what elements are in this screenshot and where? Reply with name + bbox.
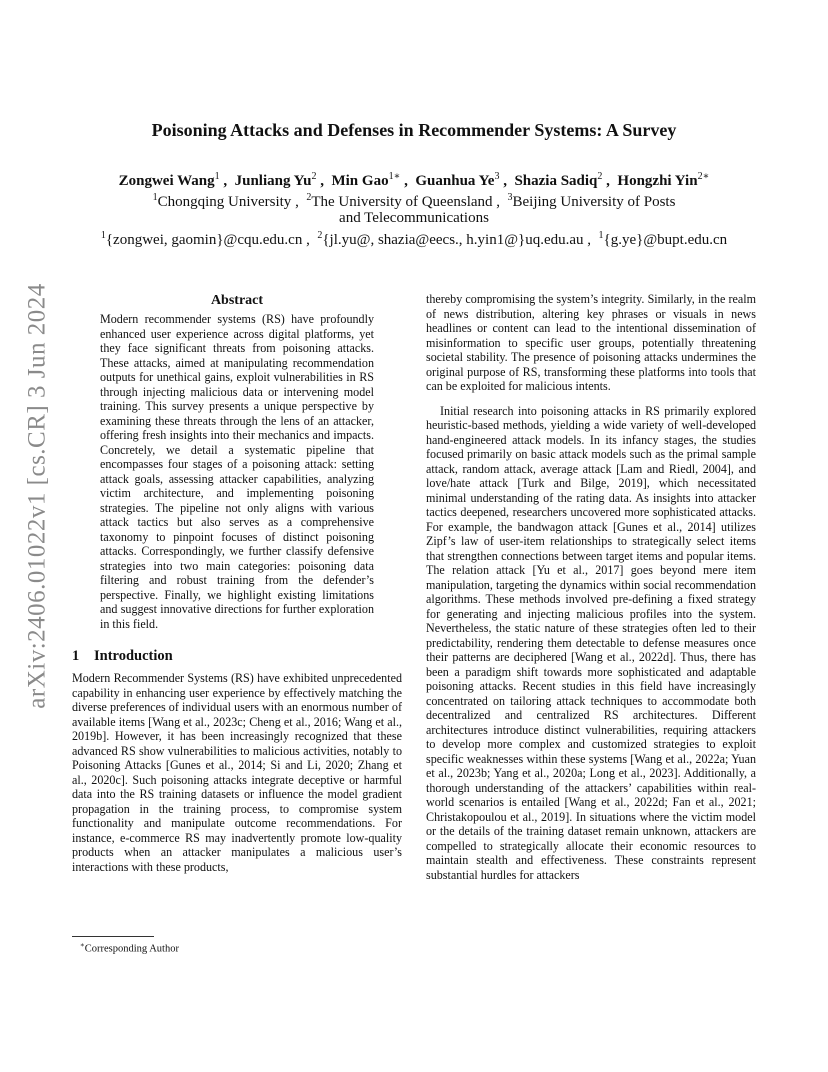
author-affil-mark: 2: [311, 171, 317, 182]
email-mark: 1: [598, 230, 604, 241]
section-heading-introduction: [72, 647, 402, 665]
email-address: {jl.yu@, shazia@eecs., h.yin1@}uq.edu.au: [322, 232, 584, 248]
section-title: Introduction: [94, 648, 173, 664]
affiliation-list: $^1$Chongqing University , $^2$The University of Queensland , $^3$Beijing University of Posts and Telecommunications: [152, 192, 676, 226]
footnote: [80, 939, 179, 956]
author-affil-mark: 2∗: [697, 171, 710, 182]
intro-paragraph: Initial research into poisoning attacks in RS primarily explored heuristic-based methods, yielding a wide variety of well-developed hand-engineered attack models. In its infancy stages, the studies focused primarily on basic attack models such as the primal sample attack, random attack, average attack [Lam and Riedl, 2004], and love/hate attack [Turk and Bilge, 2019], which necessitated minimal understanding of the rating data. As insights into attacker tactics deepened, researchers uncovered more sophisticated attacks. For example, the bandwagon attack [Gunes et al., 2014] utilizes Zipf’s law of user-item relationships to strategically select items that strengthen connections between target items and popular items. The relation attack [Yu et al., 2017] goes beyond mere item manipulation, targeting the dynamics within social recommendation algorithms. These methods involved pre-defining a fixed strategy for generating and injecting malicious profiles into the system. Nevertheless, the static nature of these strategies often led to their predictability, rendering them detectable to defense measures once their patterns are deciphered [Wang et al., 2022d]. Thus, there has been a paradigm shift towards more sophisticated and adaptable poisoning attacks. Recent studies in this field have increasingly concentrated on tailoring attack techniques to accommodate both decentralized and centralized RS architectures. Different architectures introduce distinct vulnerabilities, requiring attackers to develop more complex and customized strategies to exploit specific weaknesses within these systems [Wang et al., 2022a; Yuan et al., 2023b; Yang et al., 2020a; Long et al., 2023]. Additionally, a thorough understanding of the attackers’ capabilities within real-world scenarios is entailed [Wang et al., 2022d; Fan et al., 2021; Christakopoulou et al., 2019]. In situations where the victim model or the details of the training dataset remain unknown, attackers are compelled to strategically allocate their economic resources to maintain stealth and effectiveness. These constraints represent substantial hurdles for attackers: [426, 403, 756, 882]
email-address: {zongwei, gaomin}@cqu.edu.cn: [105, 232, 303, 248]
email-list: $^1${zongwei, gaomin}@cqu.edu.cn , $^2${jl.yu@, shazia@eecs., h.yin1@}uq.edu.au , $^1${g.ye}@bupt.edu.cn: [100, 230, 728, 248]
author-affil-mark: 1: [214, 171, 220, 182]
affiliation-name: Chongqing University: [157, 194, 292, 210]
affiliation-mark: 1: [152, 192, 158, 203]
author-list: Zongwei Wang$^1$ , Junliang Yu$^2$ , Min Gao$^{1∗}$ , Guanhua Ye$^3$ , Shazia Sadiq$^2$ , Hongzhi Yin$^{2∗}$: [118, 171, 710, 189]
author-affil-mark: 1∗: [388, 171, 401, 182]
abstract-text: Modern recommender systems (RS) have profoundly enhanced user experience across digital platforms, yet they face significant threats from poisoning attacks. These attacks, aimed at manipulating recommendation outputs for unethical gains, exploit vulnerabilities in RS through injecting malicious data or intervening model training. This survey presents a unique perspective by examining these threats through the lens of an attacker, offering fresh insights into their mechanics and impacts. Concretely, we detail a systematic pipeline that encompasses four stages of a poisoning attack: setting attack goals, assessing attacker capabilities, analyzing victim architecture, and implementing poisoning strategies. The pipeline not only aligns with various attack tactics but also serves as a comprehensive taxonomy to pinpoint focuses of distinct poisoning attacks. Correspondingly, we further classify defensive strategies into two main categories: poisoning data filtering and robust training from the defender’s perspective. Finally, we highlight existing limitations and suggest innovative directions for further exploration in this field.: [100, 312, 374, 631]
intro-paragraph-continued: thereby compromising the system’s integrity. Similarly, in the realm of news distribution, altering key phrases or visuals in news headlines or content can lead to the intentional dissemination of misinformation to specific user groups, potentially threatening societal stability. The presence of poisoning attacks undermines the original purpose of RS, transforming these platforms into tools that can be exploited for malicious intents.: [426, 292, 756, 393]
arxiv-identifier: [16, 283, 60, 709]
arxiv-identifier-text: arXiv:2406.01022v1 [cs.CR] 3 Jun 2024: [24, 283, 52, 709]
author-name: Junliang Yu: [234, 173, 312, 189]
author-name: Min Gao: [331, 173, 389, 189]
affiliation-name: The University of Queensland: [311, 194, 493, 210]
right-column: [426, 292, 756, 882]
affiliation-mark: 3: [507, 192, 513, 203]
email-address: {g.ye}@bupt.edu.cn: [603, 232, 728, 248]
author-affil-mark: 2: [597, 171, 603, 182]
section-number: 1: [72, 648, 80, 664]
email-mark: 1: [100, 230, 106, 241]
footnote-mark: ∗: [80, 941, 85, 949]
affiliation-mark: 2: [306, 192, 312, 203]
author-affil-mark: 3: [494, 171, 500, 182]
author-name: Zongwei Wang: [118, 173, 215, 189]
abstract-heading: Abstract: [210, 293, 264, 308]
author-name: Shazia Sadiq: [514, 173, 598, 189]
left-column: [72, 292, 402, 874]
email-mark: 2: [317, 230, 323, 241]
author-name: Guanhua Ye: [415, 173, 495, 189]
footnote-rule: [72, 936, 154, 937]
paper-title: Poisoning Attacks and Defenses in Recommender Systems: A Survey: [151, 120, 677, 140]
intro-paragraph: Modern Recommender Systems (RS) have exhibited unprecedented capability in enhancing user experience by effectively matching the diverse preferences of individual users with an enormous number of available items [Wang et al., 2023c; Cheng et al., 2016; Wang et al., 2019b]. However, it has been increasingly recognized that these advanced RS show vulnerabilities to malicious activities, notably to Poisoning Attacks [Gunes et al., 2014; Si and Li, 2020; Zhang et al., 2020c]. Such poisoning attacks integrate deceptive or harmful data into the RS training datasets or influence the model gradient propagation in the training process, to compromise system functionality and manipulate outcome recommendations. For instance, e-commerce RS may inadvertently promote low-quality products when an attacker manipulates a malicious user’s interactions with these products,: [72, 671, 402, 874]
affiliation-name: Beijing University of Posts and Telecommunications: [339, 194, 676, 226]
footnote-text: Corresponding Author: [84, 943, 179, 955]
author-name: Hongzhi Yin: [617, 173, 698, 189]
